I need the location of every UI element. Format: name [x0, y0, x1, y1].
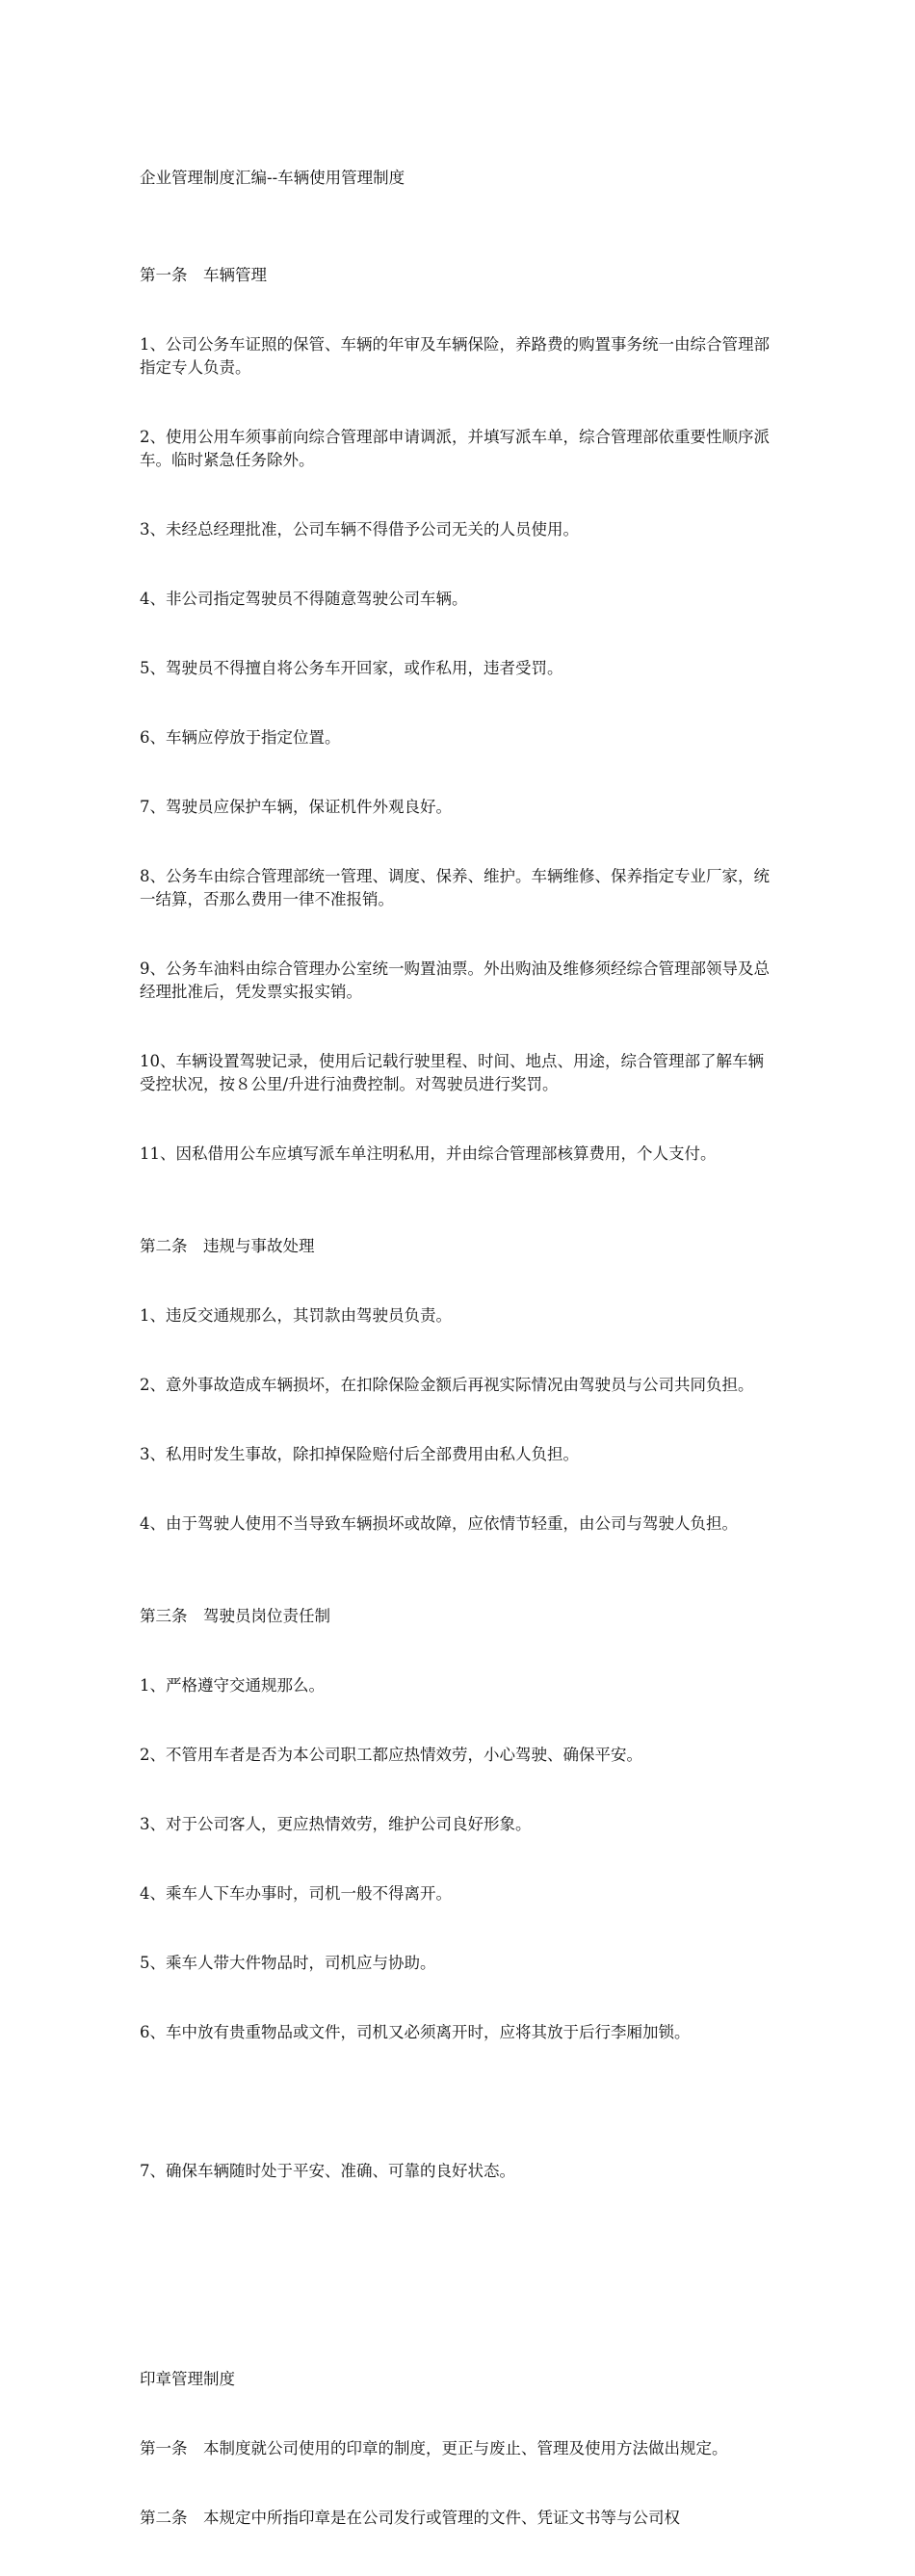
- clause-1-2: 2、使用公用车须事前向综合管理部申请调派，并填写派车单，综合管理部依重要性顺序派车。临时紧急任务除外。: [140, 428, 770, 469]
- clause-1-5: 5、驾驶员不得擅自将公务车开回家，或作私用，违者受罚。: [140, 659, 563, 677]
- clause-1-3: 3、未经总经理批准，公司车辆不得借予公司无关的人员使用。: [140, 520, 579, 539]
- clause-3-2: 2、不管用车者是否为本公司职工都应热情效劳，小心驾驶、确保平安。: [140, 1746, 642, 1764]
- clause-1-1: 1、公司公务车证照的保管、车辆的年审及车辆保险，养路费的购置事务统一由综合管理部指定专人负责。: [140, 335, 770, 377]
- clause-1-8: 8、公务车由综合管理部统一管理、调度、保养、维护。车辆维修、保养指定专业厂家，统一结算，否那么费用一律不准报销。: [140, 867, 770, 908]
- clause-1-9: 9、公务车油料由综合管理办公室统一购置油票。外出购油及维修须经综合管理部领导及总经理批准后，凭发票实报实销。: [140, 959, 770, 1001]
- document-title: 企业管理制度汇编--车辆使用管理制度: [140, 169, 405, 187]
- seal-clause-2: 第二条 本规定中所指印章是在公司发行或管理的文件、凭证文书等与公司权: [140, 2509, 680, 2527]
- clause-2-1: 1、违反交通规那么，其罚款由驾驶员负责。: [140, 1306, 452, 1325]
- clause-3-1: 1、严格遵守交通规那么。: [140, 1676, 325, 1695]
- clause-1-4: 4、非公司指定驾驶员不得随意驾驶公司车辆。: [140, 590, 468, 608]
- clause-1-6: 6、车辆应停放于指定位置。: [140, 728, 341, 747]
- clause-3-4: 4、乘车人下车办事时，司机一般不得离开。: [140, 1884, 452, 1903]
- clause-3-7: 7、确保车辆随时处于平安、准确、可靠的良好状态。: [140, 2162, 515, 2180]
- clause-1-10: 10、车辆设置驾驶记录，使用后记载行驶里程、时间、地点、用途，综合管理部了解车辆受控状况，按８公里/升进行油费控制。对驾驶员进行奖罚。: [140, 1052, 764, 1093]
- blank-gap: [140, 2252, 775, 2299]
- clause-3-3: 3、对于公司客人，更应热情效劳，维护公司良好形象。: [140, 1815, 532, 1833]
- blank-line: [140, 2090, 775, 2114]
- section-heading-1: 第一条 车辆管理: [140, 266, 267, 284]
- clause-2-3: 3、私用时发生事故，除扣掉保险赔付后全部费用由私人负担。: [140, 1445, 579, 1463]
- section-title-seal: 印章管理制度: [140, 2370, 235, 2388]
- section-heading-3: 第三条 驾驶员岗位责任制: [140, 1607, 330, 1625]
- clause-1-11: 11、因私借用公车应填写派车单注明私用，并由综合管理部核算费用，个人支付。: [140, 1144, 717, 1163]
- clause-2-4: 4、由于驾驶人使用不当导致车辆损坏或故障，应依情节轻重，由公司与驾驶人负担。: [140, 1514, 738, 1533]
- clause-3-6: 6、车中放有贵重物品或文件，司机又必须离开时，应将其放于后行李厢加锁。: [140, 2023, 691, 2041]
- clause-2-2: 2、意外事故造成车辆损坏，在扣除保险金额后再视实际情况由驾驶员与公司共同负担。: [140, 1376, 754, 1394]
- seal-clause-1: 第一条 本制度就公司使用的印章的制度，更正与废止、管理及使用方法做出规定。: [140, 2439, 728, 2458]
- section-heading-2: 第二条 违规与事故处理: [140, 1237, 315, 1255]
- clause-1-7: 7、驾驶员应保护车辆，保证机件外观良好。: [140, 798, 452, 816]
- document-body: [140, 218, 775, 2576]
- clause-3-5: 5、乘车人带大件物品时，司机应与协助。: [140, 1954, 436, 1972]
